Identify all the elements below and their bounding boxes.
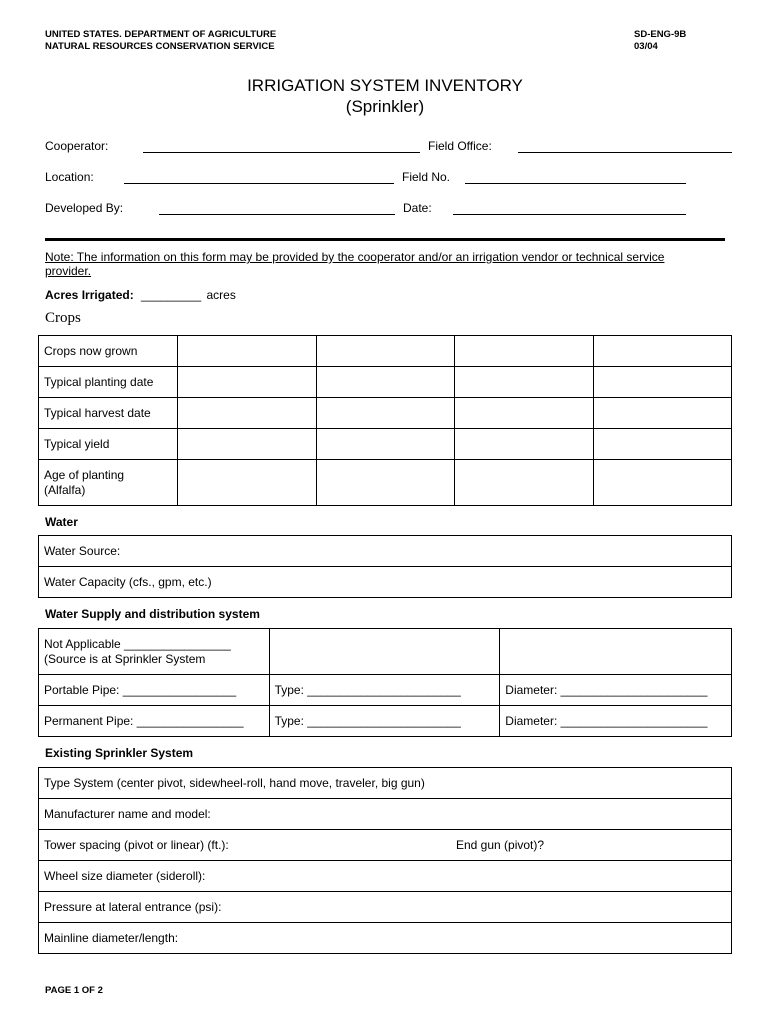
table-row: [39, 923, 732, 954]
water-source[interactable]: Water Source:: [39, 536, 732, 567]
end-gun: End gun (pivot)?: [456, 837, 545, 852]
cooperator-label: Cooperator:: [45, 139, 109, 153]
developed-by-field[interactable]: [159, 214, 395, 215]
date-label: Date:: [403, 201, 432, 215]
table-row: [39, 892, 732, 923]
table-row: [39, 706, 732, 737]
supply-cell[interactable]: [500, 629, 732, 675]
mainline[interactable]: Mainline diameter/length:: [39, 923, 732, 954]
table-row: [39, 675, 732, 706]
crop-cell[interactable]: [177, 367, 316, 398]
crops-row-label: Crops now grown: [39, 336, 178, 367]
table-row: [39, 398, 732, 429]
page-number: PAGE 1 OF 2: [45, 985, 103, 996]
form-title: IRRIGATION SYSTEM INVENTORY: [247, 76, 523, 95]
table-row: [39, 429, 732, 460]
crop-cell[interactable]: [177, 398, 316, 429]
portable-diameter[interactable]: Diameter: ______________________: [500, 675, 732, 706]
crop-cell[interactable]: [455, 429, 594, 460]
permanent-diameter[interactable]: Diameter: ______________________: [500, 706, 732, 737]
not-applicable: Not Applicable ________________: [44, 636, 231, 651]
crop-cell[interactable]: [177, 429, 316, 460]
crop-cell[interactable]: [594, 336, 732, 367]
acres-unit: acres: [206, 288, 236, 302]
field-office-label: Field Office:: [428, 139, 492, 153]
supply-table: [38, 628, 732, 737]
sprinkler-heading: Existing Sprinkler System: [45, 746, 194, 760]
table-row: [39, 460, 732, 506]
table-row: [39, 567, 732, 598]
crop-cell[interactable]: [316, 460, 455, 506]
permanent-type[interactable]: Type: _______________________: [269, 706, 500, 737]
developed-by-label: Developed By:: [45, 201, 124, 215]
water-heading: Water: [45, 515, 78, 529]
form-id: SD-ENG-9B: [634, 29, 687, 40]
form-date: 03/04: [634, 41, 658, 52]
table-row: [39, 367, 732, 398]
table-row: [39, 768, 732, 799]
date-field[interactable]: [453, 214, 686, 215]
pressure[interactable]: Pressure at lateral entrance (psi):: [39, 892, 732, 923]
table-row: [39, 336, 732, 367]
table-row: [39, 830, 732, 861]
crops-heading: Crops: [45, 310, 81, 326]
section-divider: [45, 238, 725, 241]
crop-cell[interactable]: [316, 336, 455, 367]
form-subtitle: (Sprinkler): [345, 97, 425, 116]
crop-cell[interactable]: [455, 398, 594, 429]
crop-cell[interactable]: [455, 460, 594, 506]
crops-row-label: Typical harvest date: [39, 398, 178, 429]
location-label: Location:: [45, 170, 94, 184]
crop-cell[interactable]: [177, 336, 316, 367]
source-sprinkler: (Source is at Sprinkler System: [44, 651, 206, 666]
age-label-line2: (Alfalfa): [44, 482, 86, 497]
agency-line-1: UNITED STATES. DEPARTMENT OF AGRICULTURE: [45, 29, 277, 40]
crop-cell[interactable]: [594, 460, 732, 506]
permanent-pipe[interactable]: Permanent Pipe: ________________: [39, 706, 270, 737]
acres-blank[interactable]: _________: [141, 288, 202, 302]
note-text: Note: The information on this form may be provided by the cooperator and/or an irrigation vendor or technical service provider.: [45, 250, 665, 278]
supply-cell[interactable]: [269, 629, 500, 675]
sprinkler-table: [38, 767, 732, 954]
field-office-field[interactable]: [518, 152, 732, 153]
cooperator-field[interactable]: [143, 152, 420, 153]
crops-row-label: [39, 460, 178, 506]
field-no-label: Field No.: [402, 170, 451, 184]
crops-row-label: Typical yield: [39, 429, 178, 460]
table-row: [39, 536, 732, 567]
crop-cell[interactable]: [177, 460, 316, 506]
water-capacity[interactable]: Water Capacity (cfs., gpm, etc.): [39, 567, 732, 598]
crop-cell[interactable]: [316, 367, 455, 398]
crop-cell[interactable]: [316, 429, 455, 460]
portable-type[interactable]: Type: _______________________: [269, 675, 500, 706]
manufacturer[interactable]: Manufacturer name and model:: [39, 799, 732, 830]
table-row: [39, 799, 732, 830]
crops-row-label: Typical planting date: [39, 367, 178, 398]
wheel-size[interactable]: Wheel size diameter (sideroll):: [39, 861, 732, 892]
tower-spacing-row[interactable]: [39, 830, 732, 861]
table-row: [39, 861, 732, 892]
crop-cell[interactable]: [455, 336, 594, 367]
crop-cell[interactable]: [316, 398, 455, 429]
crops-table: [38, 335, 732, 506]
not-applicable-cell[interactable]: [39, 629, 270, 675]
crop-cell[interactable]: [594, 429, 732, 460]
agency-line-2: NATURAL RESOURCES CONSERVATION SERVICE: [45, 41, 275, 52]
tower-spacing: Tower spacing (pivot or linear) (ft.):: [44, 837, 229, 852]
water-table: [38, 535, 732, 598]
supply-heading: Water Supply and distribution system: [45, 607, 260, 621]
crop-cell[interactable]: [594, 398, 732, 429]
type-system[interactable]: Type System (center pivot, sidewheel-roll, hand move, traveler, big gun): [39, 768, 732, 799]
field-no-field[interactable]: [465, 183, 686, 184]
acres-irrigated: [45, 288, 236, 302]
portable-pipe[interactable]: Portable Pipe: _________________: [39, 675, 270, 706]
table-row: [39, 629, 732, 675]
crop-cell[interactable]: [594, 367, 732, 398]
crop-cell[interactable]: [455, 367, 594, 398]
age-label-line1: Age of planting: [44, 467, 125, 482]
location-field[interactable]: [124, 183, 394, 184]
acres-label: Acres Irrigated:: [45, 288, 134, 302]
